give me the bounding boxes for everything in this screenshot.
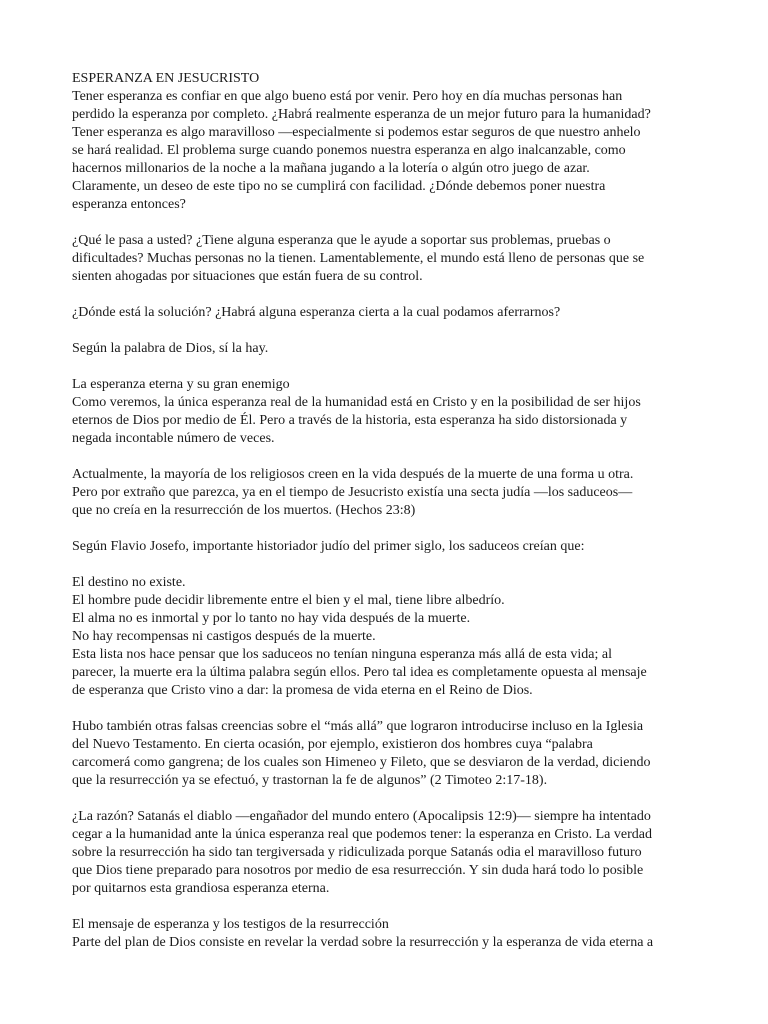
paragraph-gap <box>72 286 704 304</box>
paragraph-gap <box>72 448 704 466</box>
paragraph-gap <box>72 556 704 574</box>
paragraph-line: ¿Qué le pasa a usted? ¿Tiene alguna esperanza que le ayude a soportar sus problemas, pruebas o <box>72 233 611 248</box>
document-page <box>72 70 704 952</box>
paragraph-gap <box>72 358 704 376</box>
paragraph-line: Según la palabra de Dios, sí la hay. <box>72 341 269 356</box>
paragraph-line: Pero por extraño que parezca, ya en el tiempo de Jesucristo existía una secta judía —los saduceos— <box>72 485 633 500</box>
paragraph-line: esperanza entonces? <box>72 197 186 212</box>
list-item: No hay recompensas ni castigos después de la muerte. <box>72 629 376 644</box>
paragraph-line: Tener esperanza es algo maravilloso —especialmente si podemos estar seguros de que nuestro anhelo <box>72 125 641 140</box>
paragraph-line: carcomerá como gangrena; de los cuales son Himeneo y Fileto, que se desviaron de la verdad, diciendo <box>72 755 651 770</box>
paragraph-gap <box>72 898 704 916</box>
paragraph-line: Parte del plan de Dios consiste en revelar la verdad sobre la resurrección y la esperanza de vida eterna a <box>72 935 654 950</box>
paragraph-line: por quitarnos esta grandiosa esperanza eterna. <box>72 881 330 896</box>
list-item: El destino no existe. <box>72 575 186 590</box>
paragraph-line: Esta lista nos hace pensar que los saduceos no tenían ninguna esperanza más allá de esta vida; al <box>72 647 612 662</box>
paragraph-line: sienten ahogadas por situaciones que están fuera de su control. <box>72 269 423 284</box>
paragraph-gap <box>72 214 704 232</box>
paragraph-gap <box>72 322 704 340</box>
list-item: El alma no es inmortal y por lo tanto no hay vida después de la muerte. <box>72 611 471 626</box>
section-heading: El mensaje de esperanza y los testigos de la resurrección <box>72 917 389 932</box>
paragraph-line: Hubo también otras falsas creencias sobre el “más allá” que lograron introducirse incluso en la Iglesia <box>72 719 644 734</box>
paragraph-gap <box>72 700 704 718</box>
paragraph-line: cegar a la humanidad ante la única esperanza real que podemos tener: la esperanza en Cristo. La verdad <box>72 827 652 842</box>
document-title: ESPERANZA EN JESUCRISTO <box>72 71 260 86</box>
paragraph-line: Tener esperanza es confiar en que algo bueno está por venir. Pero hoy en día muchas personas han <box>72 89 623 104</box>
paragraph-line: perdido la esperanza por completo. ¿Habrá realmente esperanza de un mejor futuro para la humanidad? <box>72 107 651 122</box>
paragraph-line: ¿Dónde está la solución? ¿Habrá alguna esperanza cierta a la cual podamos aferrarnos? <box>72 305 561 320</box>
paragraph-line: hacernos millonarios de la noche a la mañana jugando a la lotería o algún otro juego de azar. <box>72 161 590 176</box>
paragraph-line: sobre la resurrección ha sido tan tergiversada y ridiculizada porque Satanás odia el maravilloso futuro <box>72 845 642 860</box>
paragraph-line: parecer, la muerte era la última palabra según ellos. Pero tal idea es completamente opuesta al mensaje <box>72 665 647 680</box>
paragraph-line: ¿La razón? Satanás el diablo —engañador del mundo entero (Apocalipsis 12:9)— siempre ha intentado <box>72 809 651 824</box>
paragraph-line: que no creía en la resurrección de los muertos. (Hechos 23:8) <box>72 503 416 518</box>
list-item: El hombre pude decidir libremente entre el bien y el mal, tiene libre albedrío. <box>72 593 505 608</box>
paragraph-line: del Nuevo Testamento. En cierta ocasión, por ejemplo, existieron dos hombres cuya “palabra <box>72 737 593 752</box>
paragraph-line: Según Flavio Josefo, importante historiador judío del primer siglo, los saduceos creían que: <box>72 539 585 554</box>
section-heading: La esperanza eterna y su gran enemigo <box>72 377 290 392</box>
paragraph-line: que la resurrección ya se efectuó, y trastornan la fe de algunos” (2 Timoteo 2:17-18). <box>72 773 548 788</box>
paragraph-gap <box>72 520 704 538</box>
paragraph-line: que Dios tiene preparado para nosotros por medio de esa resurrección. Y sin duda hará todo lo posible <box>72 863 644 878</box>
paragraph-line: eternos de Dios por medio de Él. Pero a través de la historia, esta esperanza ha sido distorsionada y <box>72 413 628 428</box>
paragraph-line: Claramente, un deseo de este tipo no se cumplirá con facilidad. ¿Dónde debemos poner nuestra <box>72 179 606 194</box>
paragraph-line: Como veremos, la única esperanza real de la humanidad está en Cristo y en la posibilidad de ser hijos <box>72 395 641 410</box>
paragraph-line: de esperanza que Cristo vino a dar: la promesa de vida eterna en el Reino de Dios. <box>72 683 533 698</box>
paragraph-line: se hará realidad. El problema surge cuando ponemos nuestra esperanza en algo inalcanzable, como <box>72 143 626 158</box>
paragraph-line: negada incontable número de veces. <box>72 431 275 446</box>
paragraph-line: Actualmente, la mayoría de los religiosos creen en la vida después de la muerte de una forma u otra. <box>72 467 634 482</box>
paragraph-gap <box>72 790 704 808</box>
paragraph-line: dificultades? Muchas personas no la tienen. Lamentablemente, el mundo está lleno de personas que se <box>72 251 645 266</box>
